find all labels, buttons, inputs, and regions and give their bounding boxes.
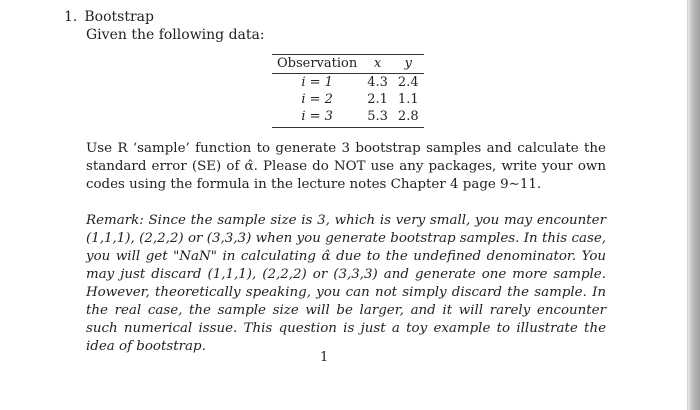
problem-heading bbox=[64, 8, 154, 26]
table-cell-x: 4.3 bbox=[367, 75, 388, 90]
remark-paragraph: Remark: Since the sample size is 3, which is very small, you may encounter (1,1,1), (2,2,2) or (3,3,3) when you generate bootstrap samples. In this case, you will get "NaN" in calculating α̂ due to the undefined denominator. You may just discard (1,1,1), (2,2,2) or (3,3,3) and generate one more sample. However, theoretically speaking, you can not simply discard the sample. In the real case, the sample size will be larger, and it will rarely encounter such numerical issue. This question is just a toy example to illustrate the idea of bootstrap. bbox=[86, 213, 606, 354]
table-row bbox=[272, 74, 424, 92]
table-cell-x: 2.1 bbox=[367, 92, 388, 107]
table-cell-observation: i = 1 bbox=[301, 75, 333, 90]
page-number: 1 bbox=[320, 350, 329, 365]
table-cell-y: 2.4 bbox=[397, 75, 419, 90]
table-cell-observation: i = 3 bbox=[272, 108, 362, 128]
table-header-row bbox=[272, 55, 424, 74]
window-edge-shadow bbox=[688, 0, 700, 410]
table-cell-y: 2.8 bbox=[393, 108, 424, 128]
table-row bbox=[272, 108, 424, 128]
header-y: y bbox=[393, 55, 424, 74]
problem-number: 1. bbox=[64, 9, 78, 25]
table-cell-observation: i = 2 bbox=[301, 92, 333, 107]
header-x: x bbox=[362, 55, 393, 74]
header-observation: Observation bbox=[272, 55, 362, 74]
problem-intro: Given the following data: bbox=[86, 27, 265, 43]
instructions-paragraph: Use R ‘sample’ function to generate 3 bootstrap samples and calculate the standard error (SE) of α̂. Please do NOT use any packages, write your own codes using the formula in the lecture notes Chapter 4 page 9∼11. bbox=[86, 141, 606, 192]
table-cell-x: 5.3 bbox=[362, 108, 393, 128]
table-row bbox=[272, 91, 424, 108]
data-table bbox=[272, 54, 424, 128]
table-cell-y: 1.1 bbox=[397, 92, 419, 107]
problem-title: Bootstrap bbox=[84, 9, 154, 25]
